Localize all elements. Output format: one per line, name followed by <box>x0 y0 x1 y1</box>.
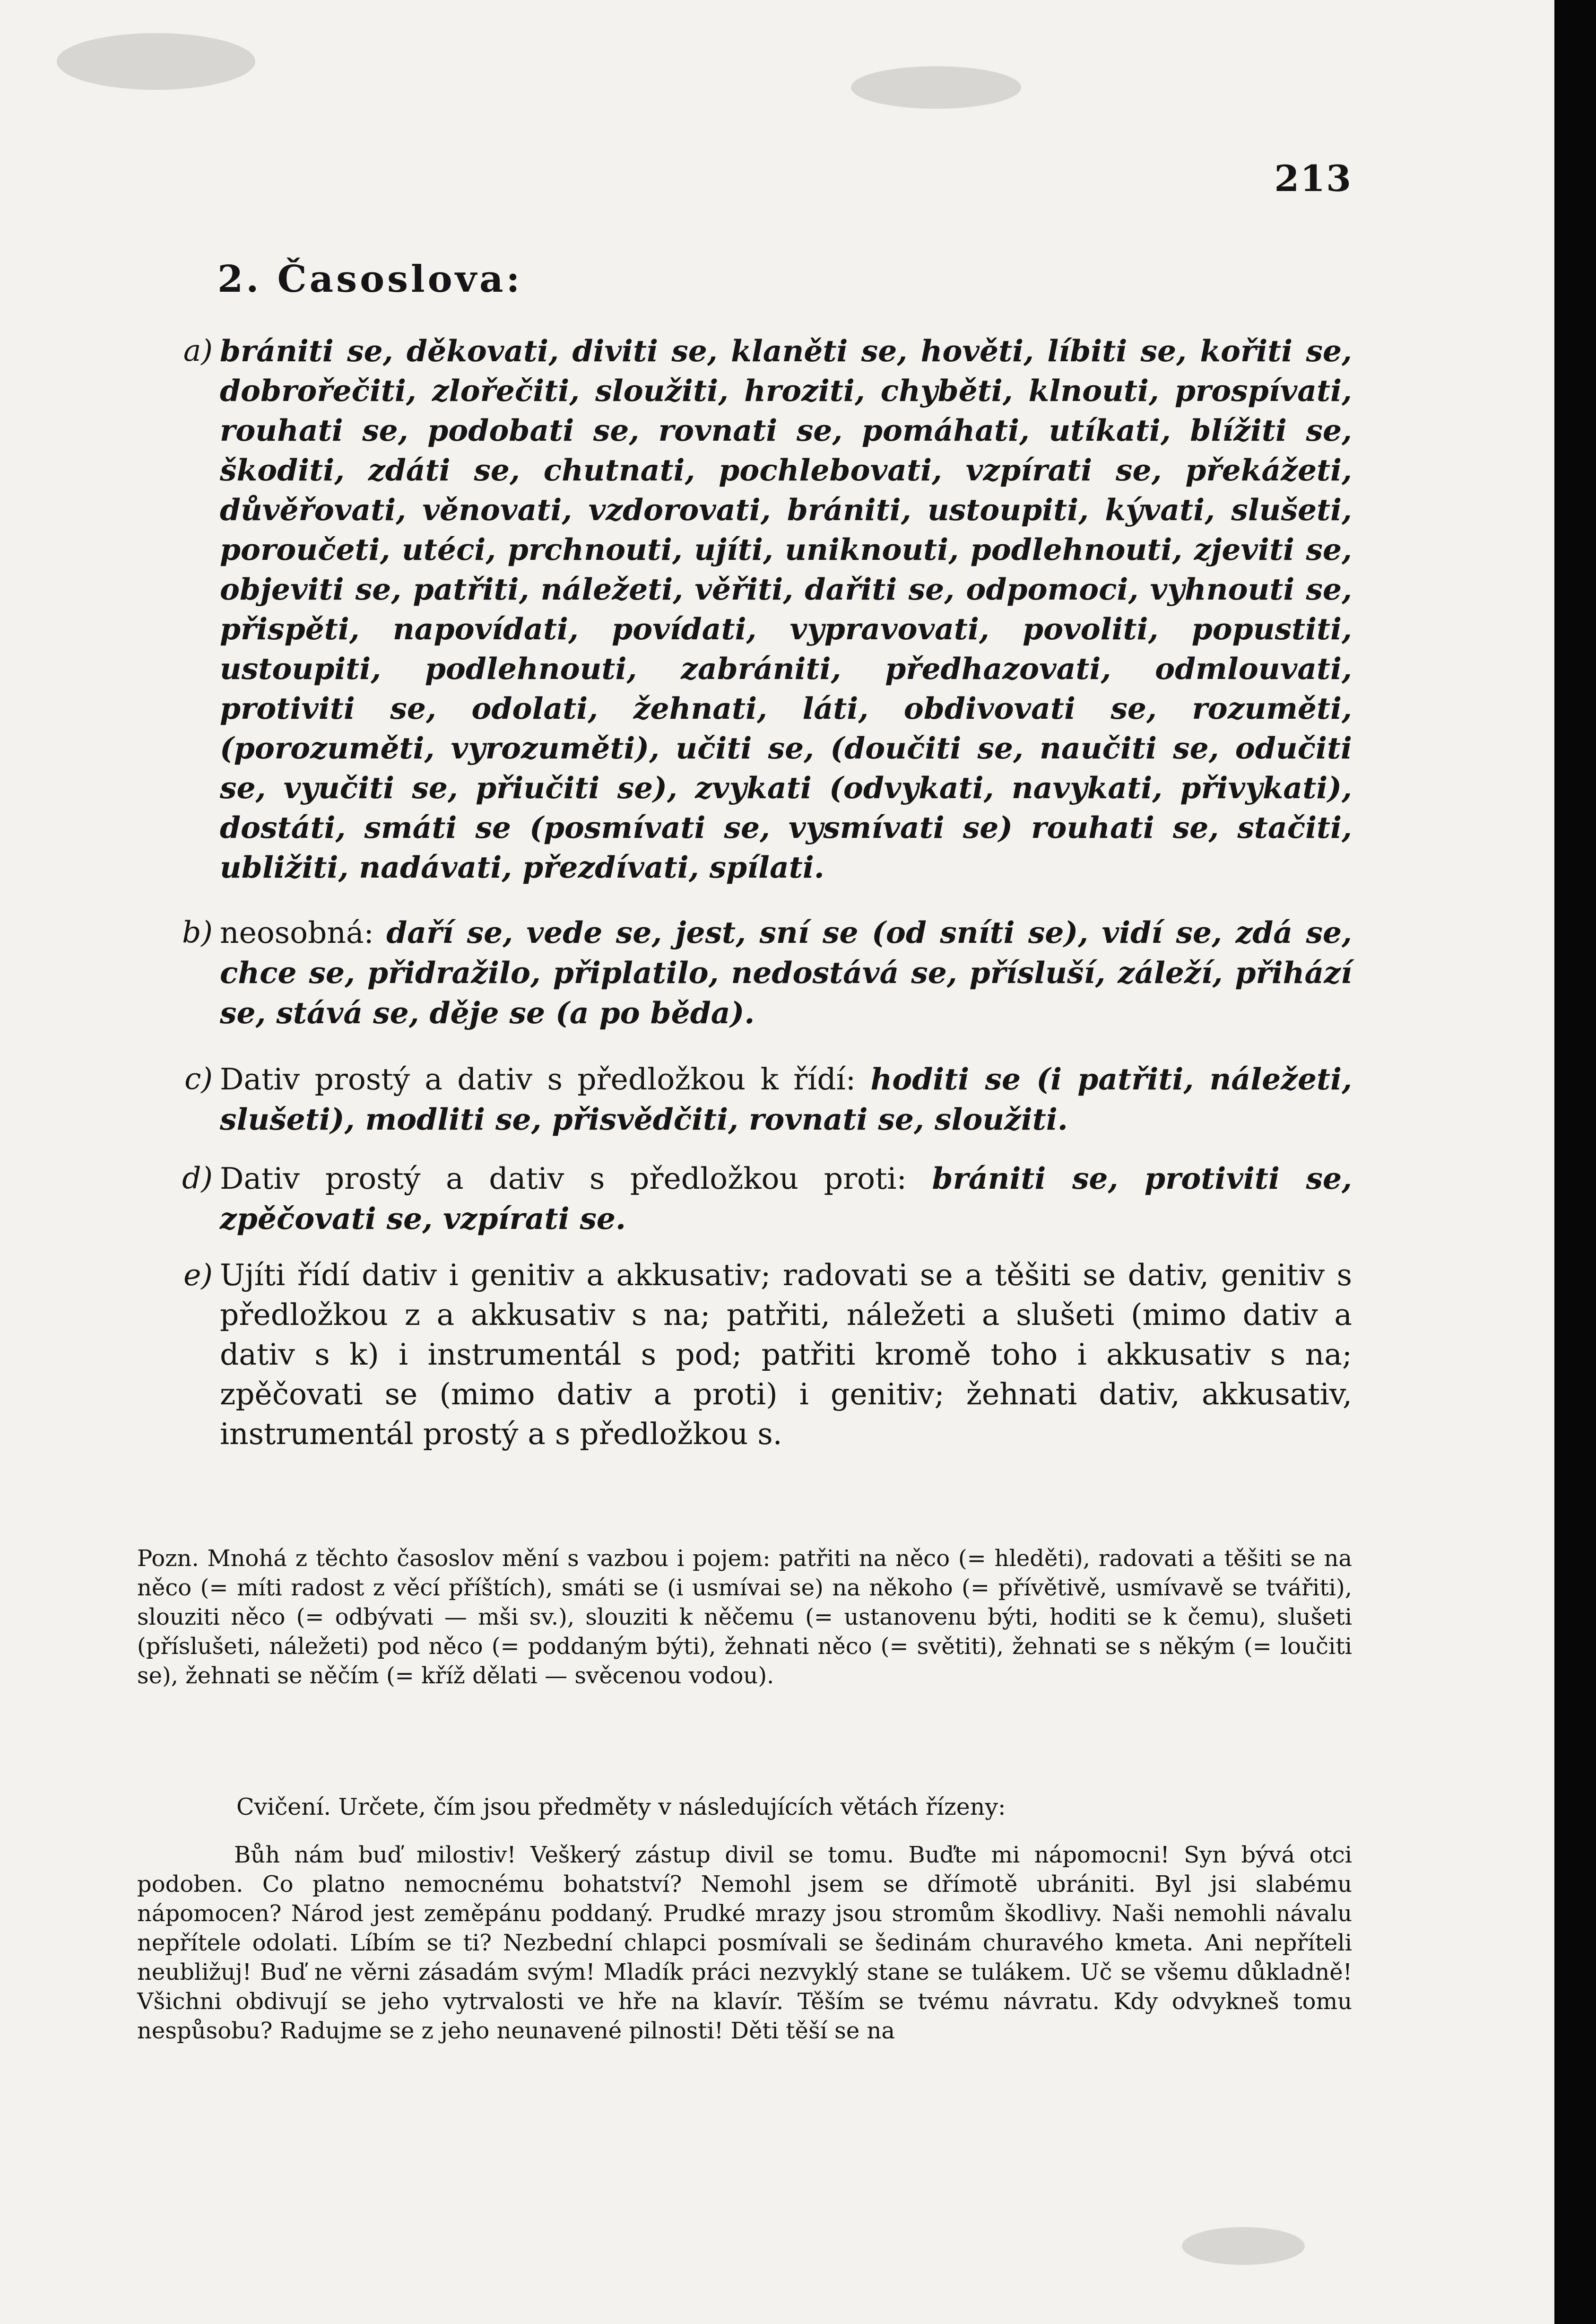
item-marker: c) <box>184 1062 213 1096</box>
item-b-lead: neosobná: <box>220 915 374 950</box>
item-d-examples: brániti se, protiviti se, zpěčovati se, vzpírati se. <box>220 1161 1352 1236</box>
item-e-text: Ujíti řídí dativ i genitiv a akkusativ; radovati se a těšiti se dativ, genitiv s předložkou z a akkusativ s na; patřiti, náležeti a slušeti (mimo dativ a dativ s k) i instrumentál s pod; patřiti kromě toho i akkusativ s na; zpěčovati se (mimo dativ a proti) i genitiv; žehnati dativ, akkusativ, instrumentál prostý a s předložkou s. <box>220 1258 1352 1451</box>
exercise-text: Bůh nám buď milostiv! Veškerý zástup divil se tomu. Buďte mi nápomocni! Syn bývá otci podoben. Co platno nemocnému bohatství? Nemohl jsem se dřímotě ubrániti. Byl jsi slabému nápomocen? Národ jest zeměpánu poddaný. Prudké mrazy jsou stromům škodlivy. Naši nemohli návalu nepřítele odolati. Líbím se ti? Nezbední chlapci posmívali se šedinám churavého kmeta. Ani nepříteli neubližuj! Buď ne věrni zásadám svým! Mladík práci nezvyklý stane se tulákem. Uč se všemu důkladně! Všichni obdivují se jeho vytrvalosti ve hře na klavír. Těším se tvému návratu. Kdy odvykneš tomu nespůsobu? Radujme se z jeho neunavené pilnosti! Děti těší se na <box>137 1842 1352 2044</box>
item-c-examples: hoditi se (i patřiti, náležeti, slušeti), modliti se, přisvědčiti, rovnati se, sloužiti. <box>220 1062 1353 1137</box>
item-c-lead: Dativ prostý a dativ s předložkou k řídí: <box>220 1062 856 1097</box>
exercise-title: Cvičení. Určete, čím jsou předměty v následujících větách řízeny: <box>236 1793 1006 1820</box>
item-marker: b) <box>182 915 213 949</box>
item-marker: e) <box>183 1258 213 1292</box>
item-marker: a) <box>183 333 213 368</box>
section-heading: 2. Časoslova: <box>217 258 523 301</box>
scan-edge <box>1554 0 1596 2324</box>
item-d-text <box>220 1158 1352 1239</box>
note-paragraph: Pozn. Mnohá z těchto časoslov mění s vazbou i pojem: patřiti na něco (= hleděti), radovati a těšiti se na něco (= míti radost z věcí příštích), smáti se (i usmívai se) na někoho (= přívětivě, usmívavě se tvářiti), slouziti něco (= odbývati — mši sv.), slouziti k něčemu (= ustanovenu býti, hoditi se k čemu), slušeti (příslušeti, náležeti) pod něco (= poddaným býti), žehnati něco (= světiti), žehnati se s někým (= loučiti se), žehnati se něčím (= kříž dělati — svěcenou vodou). <box>137 1545 1352 1689</box>
item-b-text <box>220 913 1352 1033</box>
page-number: 213 <box>1274 157 1352 200</box>
item-c-text <box>220 1059 1352 1140</box>
item-a-text: brániti se, děkovati, diviti se, klaněti se, hověti, líbiti se, kořiti se, dobrořečiti, zlořečiti, sloužiti, hroziti, chyběti, klnouti, prospívati, rouhati se, podobati se, rovnati se, pomáhati, utíkati, blížiti se, škoditi, zdáti se, chutnati, pochlebovati, vzpírati se, překážeti, důvěřovati, věnovati, vzdorovati, brániti, ustoupiti, kývati, slušeti, poroučeti, utéci, prchnouti, ujíti, uniknouti, podlehnouti, zjeviti se, objeviti se, patřiti, náležeti, věřiti, dařiti se, odpomoci, vyhnouti se, přispěti, napovídati, povídati, vypravovati, povoliti, popustiti, ustoupiti, podlehnouti, zabrániti, předhazovati, odmlouvati, protiviti se, odolati, žehnati, láti, obdivovati se, rozuměti, (porozuměti, vyrozuměti), učiti se, (doučiti se, naučiti se, odučiti se, vyučiti se, přiučiti se), zvykati (odvykati, navykati, přivykati), dostáti, smáti se (posmívati se, vysmívati se) rouhati se, stačiti, ubližiti, nadávati, přezdívati, spílati. <box>220 333 1352 885</box>
item-d-lead: Dativ prostý a dativ s předložkou proti: <box>220 1161 907 1196</box>
item-marker: d) <box>182 1161 213 1195</box>
item-b-examples: daří se, vede se, jest, sní se (od sníti se), vidí se, zdá se, chce se, přidražilo, připlatilo, nedostává se, přísluší, záleží, přihází se, stává se, děje se (a po běda). <box>220 915 1352 1030</box>
